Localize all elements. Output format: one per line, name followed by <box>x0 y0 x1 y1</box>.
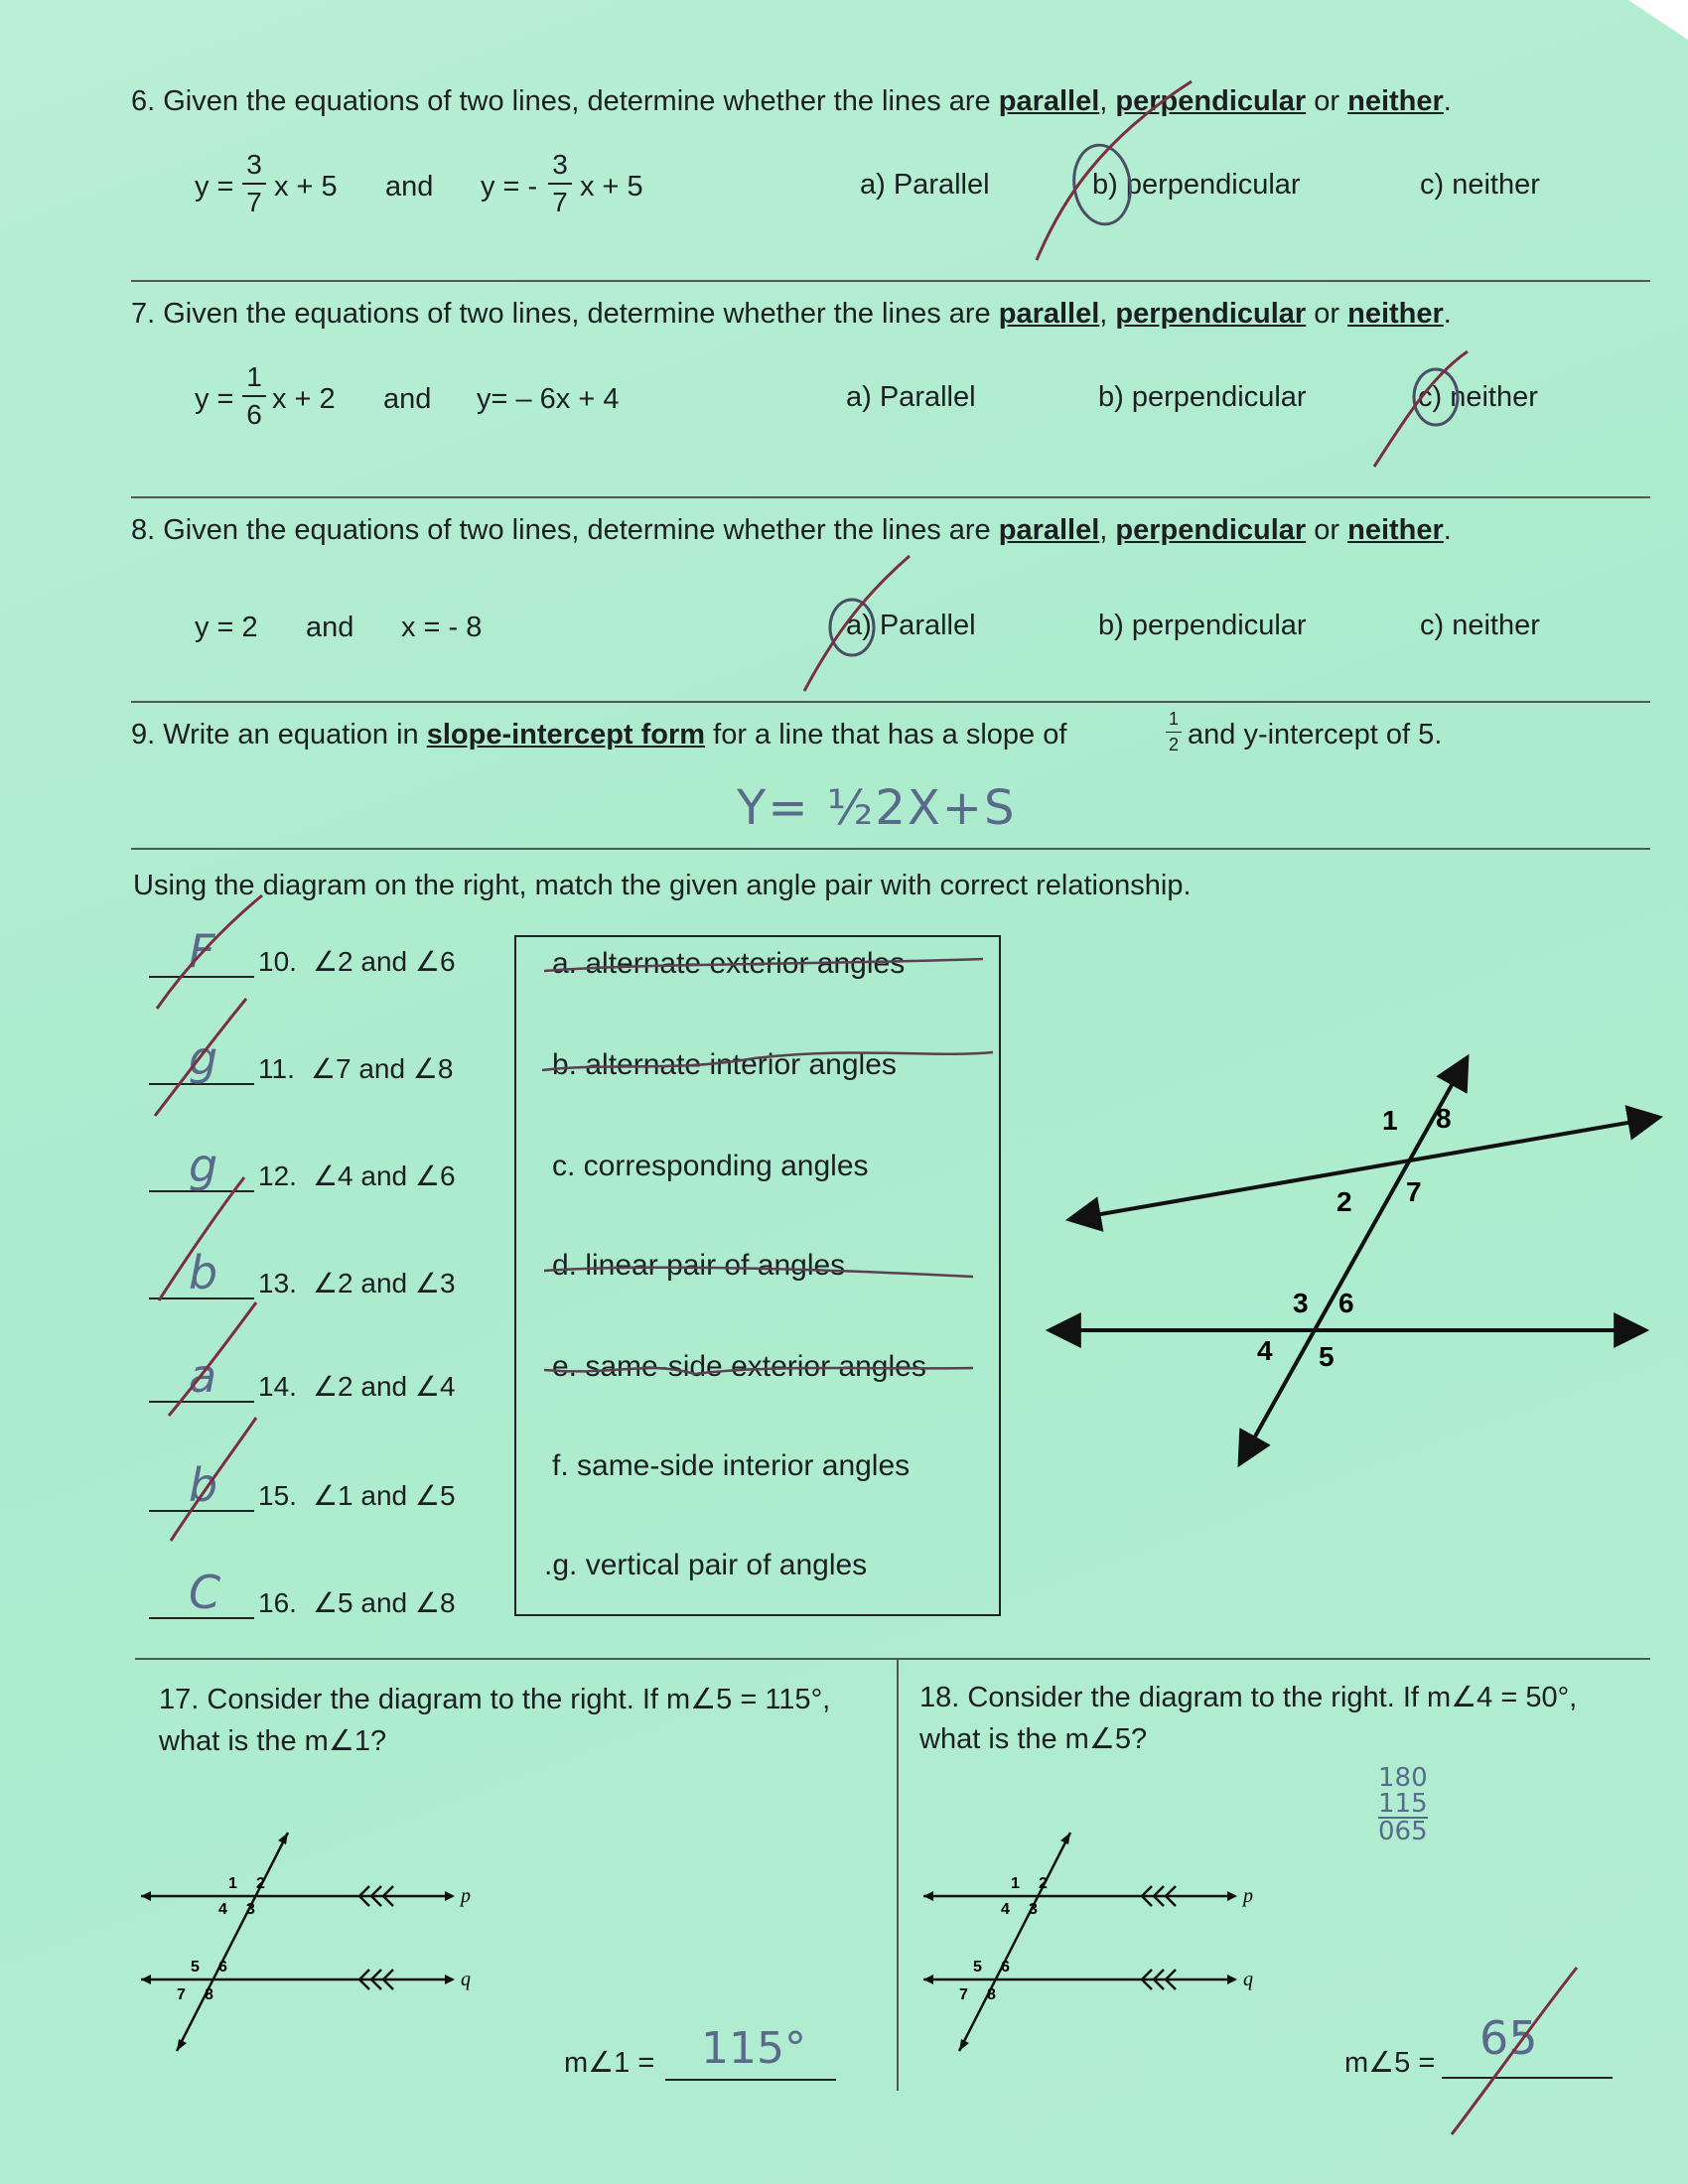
item-number: 13. <box>258 1268 297 1298</box>
choice-e: e. same-side exterior angles <box>552 1350 926 1383</box>
q8-eq2: x = - 8 <box>401 612 483 643</box>
q6-eq2-right: x + 5 <box>580 171 643 203</box>
angle-pair: ∠2 and ∠6 <box>312 946 456 977</box>
q17-line2: what is the m∠1? <box>159 1725 387 1757</box>
angle-label: 8 <box>987 1986 996 2003</box>
item-number: 11. <box>258 1053 295 1084</box>
angle-label: 2 <box>1039 1875 1048 1892</box>
angle-label: 1 <box>1011 1875 1020 1892</box>
q6-eq2-left: y = - <box>481 171 538 203</box>
item-number: 12. <box>258 1160 297 1191</box>
q7-option-c[interactable]: c) neither <box>1418 381 1538 413</box>
handwritten-answer: F <box>189 924 215 978</box>
angle-label: 2 <box>1336 1186 1352 1217</box>
angle-label: 5 <box>973 1959 982 1976</box>
q7-eq1-left: y = <box>195 383 234 415</box>
angle-label: 1 <box>1382 1105 1398 1136</box>
handwritten-answer: a <box>189 1349 217 1403</box>
q17-handwritten-answer: 115° <box>701 2023 806 2074</box>
angle-label: 4 <box>1257 1335 1273 1366</box>
angle-label: 6 <box>1001 1959 1010 1976</box>
scratch-line: 065 <box>1378 1817 1428 1846</box>
line-label-q: q <box>461 1969 471 1990</box>
q18-line1: 18. Consider the diagram to the right. If m∠4 = 50°, <box>919 1682 1578 1713</box>
handwritten-answer: b <box>189 1246 218 1299</box>
scratch-line: 115 <box>1378 1789 1428 1819</box>
angle-label: 5 <box>1319 1341 1335 1372</box>
choice-f: f. same-side interior angles <box>552 1449 911 1482</box>
angle-label: 7 <box>1406 1176 1422 1207</box>
angle-pair: ∠4 and ∠6 <box>312 1160 456 1191</box>
angle-label: 2 <box>256 1875 265 1892</box>
angle-label: 3 <box>1293 1288 1309 1318</box>
q8-and: and <box>306 612 354 643</box>
fraction-numerator: 3 <box>246 149 262 180</box>
angle-label: 3 <box>246 1901 255 1918</box>
q8-option-b[interactable]: b) perpendicular <box>1098 610 1307 641</box>
q9-stem-end: and y-intercept of 5. <box>1188 719 1443 751</box>
q9-handwritten-answer: Y= ½2X+S <box>737 780 1017 836</box>
q18-handwritten-answer: 65 <box>1479 2011 1538 2065</box>
fraction-denominator: 7 <box>552 187 568 217</box>
choice-g: .g. vertical pair of angles <box>544 1549 868 1581</box>
angle-label: 1 <box>228 1875 237 1892</box>
angle-label: 7 <box>959 1986 968 2003</box>
q6-and: and <box>385 171 434 203</box>
angle-label: 8 <box>1436 1103 1452 1134</box>
line-label-p: p <box>461 1885 471 1907</box>
q8-option-c[interactable]: c) neither <box>1420 610 1540 641</box>
q18-answer-label: m∠5 = <box>1344 2047 1436 2079</box>
q7-stem: 7. Given the equations of two lines, determine whether the lines are parallel, perpendicular or neither. <box>131 298 1452 330</box>
line-label-p: p <box>1243 1885 1253 1907</box>
angle-label: 5 <box>191 1959 200 1976</box>
angle-label: 6 <box>218 1959 227 1976</box>
handwritten-answer: g <box>189 1139 218 1192</box>
q7-option-a[interactable]: a) Parallel <box>846 381 976 413</box>
q8-eq1: y = 2 <box>195 612 258 643</box>
item-number: 16. <box>258 1587 297 1618</box>
angle-pair: ∠2 and ∠3 <box>312 1268 456 1298</box>
q6-stem: 6. Given the equations of two lines, determine whether the lines are parallel, perpendicular or neither. <box>131 85 1452 117</box>
choice-c: c. corresponding angles <box>552 1150 869 1182</box>
q6-option-b[interactable]: b) perpendicular <box>1092 169 1301 201</box>
matching-instructions: Using the diagram on the right, match the given angle pair with correct relationship. <box>133 870 1192 901</box>
q8-option-a[interactable]: a) Parallel <box>846 610 976 641</box>
choice-a: a. alternate exterior angles <box>552 947 906 980</box>
q7-eq2: y= – 6x + 4 <box>477 383 620 415</box>
q17-answer-label: m∠1 = <box>564 2047 655 2079</box>
angle-label: 7 <box>177 1986 186 2003</box>
item-number: 14. <box>258 1371 297 1402</box>
scratch-line: 180 <box>1378 1763 1428 1793</box>
fraction-numerator: 1 <box>1168 709 1179 729</box>
q6-eq1-left: y = <box>195 171 234 203</box>
angle-pair: ∠5 and ∠8 <box>312 1587 456 1618</box>
fraction-numerator: 1 <box>246 361 262 392</box>
q17-line1: 17. Consider the diagram to the right. If m∠5 = 115°, <box>159 1684 831 1715</box>
q9-stem: 9. Write an equation in slope-intercept form for a line that has a slope of <box>131 719 1067 751</box>
q7-and: and <box>383 383 432 415</box>
item-number: 15. <box>258 1480 297 1511</box>
fraction-numerator: 3 <box>552 149 568 180</box>
q6-option-c[interactable]: c) neither <box>1420 169 1540 201</box>
fraction-denominator: 7 <box>246 187 262 217</box>
handwritten-answer: C <box>189 1566 221 1619</box>
q7-eq1-right: x + 2 <box>272 383 336 415</box>
line-label-q: q <box>1243 1969 1253 1990</box>
item-number: 10. <box>258 946 297 977</box>
angle-pair: ∠1 and ∠5 <box>312 1480 456 1511</box>
q18-line2: what is the m∠5? <box>919 1723 1148 1755</box>
handwritten-answer: g <box>189 1031 218 1085</box>
angle-label: 4 <box>218 1901 227 1918</box>
angle-label: 3 <box>1029 1901 1038 1918</box>
fraction-denominator: 6 <box>246 399 262 430</box>
fraction-denominator: 2 <box>1168 735 1179 754</box>
angle-label: 4 <box>1001 1901 1010 1918</box>
angle-label: 6 <box>1338 1288 1354 1318</box>
choice-d: d. linear pair of angles <box>552 1249 846 1282</box>
q7-option-b[interactable]: b) perpendicular <box>1098 381 1307 413</box>
handwritten-answer: b <box>189 1458 218 1512</box>
q6-eq1-right: x + 5 <box>274 171 338 203</box>
angle-label: 8 <box>205 1986 213 2003</box>
choice-b: b. alternate interior angles <box>552 1048 897 1081</box>
q8-stem: 8. Given the equations of two lines, determine whether the lines are parallel, perpendicular or neither. <box>131 514 1452 546</box>
angle-pair: ∠7 and ∠8 <box>310 1053 454 1084</box>
q6-option-a[interactable]: a) Parallel <box>860 169 990 201</box>
angle-pair: ∠2 and ∠4 <box>312 1371 456 1402</box>
